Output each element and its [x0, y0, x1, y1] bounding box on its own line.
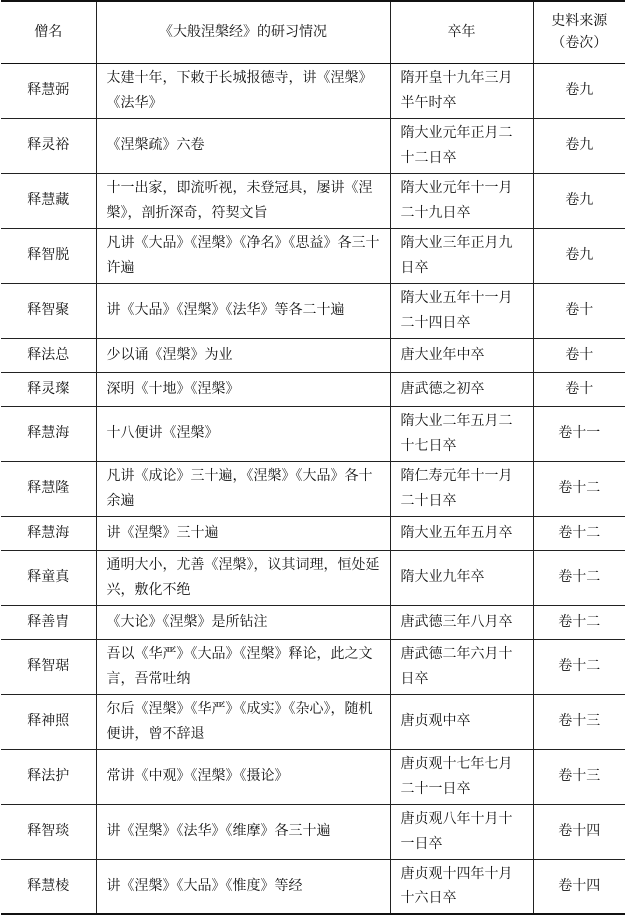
- table-row: [1, 749, 625, 804]
- monk-name-cell: 释灵裕: [1, 118, 96, 173]
- table-header: [1, 1, 625, 63]
- death-year-cell: 唐武德二年六月十日卒: [390, 639, 533, 694]
- source-cell: 卷十二: [533, 550, 625, 605]
- table-row: [1, 283, 625, 338]
- table-row: [1, 605, 625, 639]
- table-row: [1, 372, 625, 406]
- header-source-text: 史料来源 （卷次）: [551, 12, 608, 52]
- study-cell: 少以诵《涅槃》为业: [96, 338, 390, 372]
- study-cell: 凡讲《大品》《涅槃》《净名》《思益》各三十许遍: [96, 228, 390, 283]
- source-cell: 卷十一: [533, 406, 625, 461]
- table-row: [1, 550, 625, 605]
- source-cell: 卷九: [533, 228, 625, 283]
- header-source: [533, 1, 625, 63]
- death-year-cell: 隋大业元年十一月二十九日卒: [390, 173, 533, 228]
- death-year-cell: 唐贞观中卒: [390, 694, 533, 749]
- death-year-cell: 唐武德三年八月卒: [390, 605, 533, 639]
- death-year-cell: 隋大业三年正月九日卒: [390, 228, 533, 283]
- source-cell: 卷十三: [533, 749, 625, 804]
- source-cell: 卷十三: [533, 694, 625, 749]
- table-row: [1, 461, 625, 516]
- death-year-cell: 唐贞观八年十月十一日卒: [390, 804, 533, 859]
- monk-name-cell: 释慧隆: [1, 461, 96, 516]
- source-cell: 卷十: [533, 283, 625, 338]
- death-year-cell: 唐贞观十四年十月十六日卒: [390, 859, 533, 914]
- death-year-cell: 隋大业元年正月二十二日卒: [390, 118, 533, 173]
- death-year-cell: 隋开皇十九年三月半午时卒: [390, 63, 533, 118]
- header-study: 《大般涅槃经》的研习情况: [96, 1, 390, 63]
- source-cell: 卷九: [533, 63, 625, 118]
- monk-name-cell: 释智脱: [1, 228, 96, 283]
- monk-name-cell: 释智聚: [1, 283, 96, 338]
- study-cell: 《大论》《涅槃》是所钻注: [96, 605, 390, 639]
- study-cell: 尔后《涅槃》《华严》《成实》《杂心》，随机便讲，曾不辞退: [96, 694, 390, 749]
- death-year-cell: 隋大业九年卒: [390, 550, 533, 605]
- death-year-cell: 隋大业五年十一月二十四日卒: [390, 283, 533, 338]
- source-cell: 卷九: [533, 173, 625, 228]
- header-death-year: 卒年: [390, 1, 533, 63]
- study-cell: 深明《十地》《涅槃》: [96, 372, 390, 406]
- source-cell: 卷十二: [533, 639, 625, 694]
- table-row: [1, 639, 625, 694]
- source-cell: 卷九: [533, 118, 625, 173]
- table-row: [1, 859, 625, 914]
- study-cell: 太建十年，下敕于长城报德寺，讲《涅槃》《法华》: [96, 63, 390, 118]
- source-cell: 卷十: [533, 338, 625, 372]
- study-cell: 讲《涅槃》三十遍: [96, 516, 390, 550]
- study-cell: 讲《涅槃》《法华》《维摩》各三十遍: [96, 804, 390, 859]
- monk-name-cell: 释法总: [1, 338, 96, 372]
- source-cell: 卷十二: [533, 461, 625, 516]
- study-cell: 通明大小，尤善《涅槃》，议其词理，恒处延兴，敷化不绝: [96, 550, 390, 605]
- study-cell: 《涅槃疏》六卷: [96, 118, 390, 173]
- table-row: [1, 406, 625, 461]
- source-cell: 卷十四: [533, 804, 625, 859]
- study-cell: 讲《大品》《涅槃》《法华》等各二十遍: [96, 283, 390, 338]
- death-year-cell: 隋仁寿元年十一月二十日卒: [390, 461, 533, 516]
- study-cell: 常讲《中观》《涅槃》《摄论》: [96, 749, 390, 804]
- study-cell: 讲《涅槃》《大品》《惟度》等经: [96, 859, 390, 914]
- study-cell: 凡讲《成论》三十遍，《涅槃》《大品》各十余遍: [96, 461, 390, 516]
- monk-name-cell: 释慧藏: [1, 173, 96, 228]
- source-cell: 卷十四: [533, 859, 625, 914]
- monk-name-cell: 释灵璨: [1, 372, 96, 406]
- death-year-cell: 隋大业五年五月卒: [390, 516, 533, 550]
- source-cell: 卷十: [533, 372, 625, 406]
- monk-name-cell: 释智琰: [1, 804, 96, 859]
- table-body: [1, 63, 625, 914]
- death-year-cell: 唐武德之初卒: [390, 372, 533, 406]
- monk-name-cell: 释慧海: [1, 516, 96, 550]
- study-cell: 十八便讲《涅槃》: [96, 406, 390, 461]
- monk-table: [1, 0, 625, 915]
- source-cell: 卷十二: [533, 605, 625, 639]
- table-row: [1, 694, 625, 749]
- header-monk-name: 僧名: [1, 1, 96, 63]
- study-cell: 十一出家，即流听视，未登冠具，屡讲《涅槃》，剖折深奇，符契文旨: [96, 173, 390, 228]
- header-row: [1, 1, 625, 63]
- monk-name-cell: 释智琚: [1, 639, 96, 694]
- table-row: [1, 516, 625, 550]
- monk-name-cell: 释慧海: [1, 406, 96, 461]
- table-row: [1, 118, 625, 173]
- monk-name-cell: 释神照: [1, 694, 96, 749]
- study-cell: 吾以《华严》《大品》《涅槃》释论，此之文言，吾常吐纳: [96, 639, 390, 694]
- death-year-cell: 唐大业年中卒: [390, 338, 533, 372]
- monk-name-cell: 释童真: [1, 550, 96, 605]
- table-row: [1, 804, 625, 859]
- table-row: [1, 63, 625, 118]
- table-row: [1, 338, 625, 372]
- monk-name-cell: 释慧棱: [1, 859, 96, 914]
- table-row: [1, 173, 625, 228]
- monk-name-cell: 释善胄: [1, 605, 96, 639]
- death-year-cell: 唐贞观十七年七月二十一日卒: [390, 749, 533, 804]
- death-year-cell: 隋大业二年五月二十七日卒: [390, 406, 533, 461]
- monk-name-cell: 释法护: [1, 749, 96, 804]
- table-row: [1, 228, 625, 283]
- source-cell: 卷十二: [533, 516, 625, 550]
- monk-name-cell: 释慧弼: [1, 63, 96, 118]
